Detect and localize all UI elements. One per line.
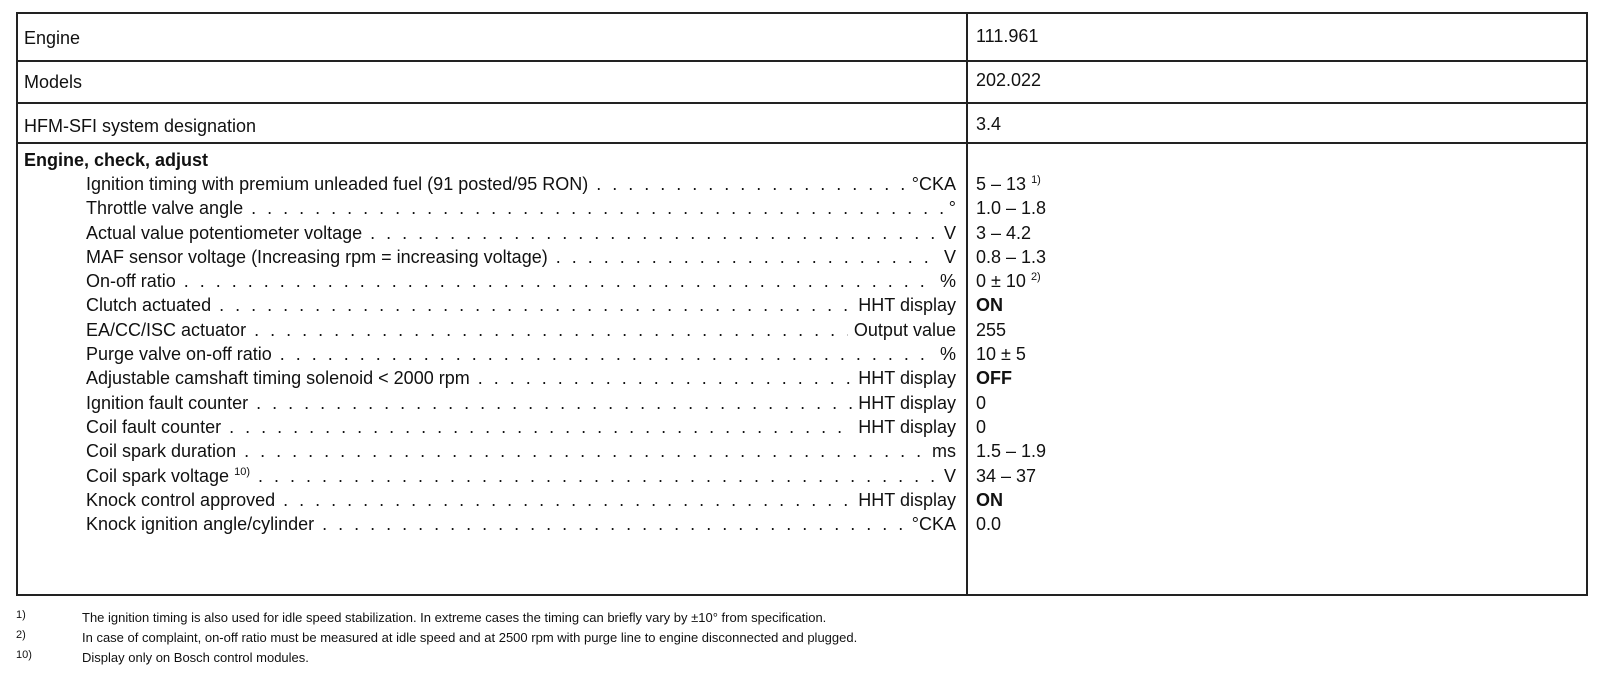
spec-value-text: 1.5 – 1.9 xyxy=(976,441,1047,462)
spec-value-text: 1.0 – 1.8 xyxy=(976,198,1047,219)
spec-name-text: On-off ratio xyxy=(86,271,176,292)
footnote-ref: 1) xyxy=(1031,174,1041,186)
spec-row xyxy=(18,439,1588,463)
spec-unit: ms xyxy=(926,439,956,463)
footnote-mark: 2) xyxy=(16,629,26,641)
spec-value xyxy=(976,221,1031,245)
row-engine xyxy=(18,14,1586,62)
spec-unit: °CKA xyxy=(906,512,956,536)
spec-name xyxy=(86,269,956,293)
spec-unit: % xyxy=(934,269,956,293)
footnote-text: Display only on Bosch control modules. xyxy=(82,650,309,665)
spec-value xyxy=(976,488,1003,512)
spec-name xyxy=(86,415,956,439)
footnote-ref: 10) xyxy=(234,465,250,478)
spec-name xyxy=(86,342,956,366)
spec-value-text: 0 xyxy=(976,416,987,437)
spec-name-text: Actual value potentiometer voltage xyxy=(86,222,363,243)
spec-value xyxy=(976,318,1006,342)
spec-name-text: Ignition fault counter xyxy=(86,392,249,413)
spec-value-text: 255 xyxy=(976,319,1007,340)
spec-row xyxy=(18,415,1588,439)
spec-name xyxy=(86,391,956,415)
spec-name-text: EA/CC/ISC actuator xyxy=(86,319,247,340)
spec-value-text: 0 ± 10 xyxy=(976,271,1026,292)
spec-value-text: 0.0 xyxy=(976,514,1002,535)
row-value: 111.961 xyxy=(976,26,1039,46)
spec-value xyxy=(976,391,986,415)
spec-value-text: ON xyxy=(976,489,1003,510)
spec-row xyxy=(18,293,1588,317)
spec-name-text: Throttle valve angle xyxy=(86,198,244,219)
spec-unit: V xyxy=(938,245,956,269)
spec-name-text: MAF sensor voltage (Increasing rpm = increasing voltage) xyxy=(86,246,548,267)
spec-row xyxy=(18,342,1588,366)
footnote-ref: 2) xyxy=(1030,271,1041,284)
spec-row xyxy=(18,464,1588,488)
spec-name-text: Ignition timing with premium unleaded fuel (91 posted/95 RON) xyxy=(86,174,589,194)
spec-value xyxy=(976,172,1041,196)
footnote xyxy=(16,648,1216,668)
spec-table xyxy=(16,12,1588,596)
spec-name xyxy=(86,293,956,317)
spec-sheet xyxy=(8,12,1588,665)
spec-row xyxy=(18,366,1588,390)
spec-name xyxy=(86,245,956,269)
spec-value-text: OFF xyxy=(976,368,1012,389)
spec-unit: HHT display xyxy=(852,391,956,415)
spec-name xyxy=(86,366,956,390)
spec-value xyxy=(976,269,1041,293)
spec-unit: V xyxy=(938,464,956,488)
spec-name-text: Adjustable camshaft timing solenoid < 2000 rpm xyxy=(86,368,470,389)
spec-value-text: 5 – 13 xyxy=(976,174,1027,194)
spec-value-text: 0 xyxy=(976,392,987,413)
spec-value xyxy=(976,196,1046,220)
spec-name xyxy=(86,488,956,512)
spec-value xyxy=(976,342,1026,366)
row-value: 3.4 xyxy=(976,114,1002,134)
footnote-text: In case of complaint, on-off ratio must be measured at idle speed and at 2500 rpm with purge line to engine disconnected and plugged. xyxy=(82,630,858,645)
spec-unit: HHT display xyxy=(852,293,956,317)
spec-name xyxy=(86,439,956,463)
footnote-text: The ignition timing is also used for idle speed stabilization. In extreme cases the timing can briefly vary by ±10° from specification. xyxy=(82,610,827,625)
spec-name-text: Coil spark voltage xyxy=(86,465,230,486)
spec-value-text: 10 ± 5 xyxy=(976,344,1026,365)
spec-row xyxy=(18,269,1588,293)
row-value: 202.022 xyxy=(976,70,1042,90)
spec-name xyxy=(86,464,956,488)
spec-list xyxy=(18,172,1588,536)
spec-value xyxy=(976,512,1001,536)
spec-row xyxy=(18,221,1588,245)
spec-unit: ° xyxy=(943,196,956,220)
row-models xyxy=(18,60,1586,104)
spec-name xyxy=(86,196,956,220)
spec-name xyxy=(86,172,956,196)
spec-row xyxy=(18,172,1588,196)
spec-unit: Output value xyxy=(848,318,956,342)
spec-value xyxy=(976,439,1046,463)
spec-row xyxy=(18,245,1588,269)
spec-value-text: 34 – 37 xyxy=(976,465,1037,486)
spec-value xyxy=(976,366,1012,390)
spec-name-text: Clutch actuated xyxy=(86,295,212,316)
spec-unit: HHT display xyxy=(852,366,956,390)
row-label: HFM-SFI system designation xyxy=(24,116,257,136)
spec-unit: V xyxy=(938,221,956,245)
footnote-mark: 1) xyxy=(16,609,26,621)
spec-name-text: Coil spark duration xyxy=(86,441,237,462)
spec-value xyxy=(976,245,1046,269)
spec-value xyxy=(976,293,1003,317)
spec-name-text: Purge valve on-off ratio xyxy=(86,344,272,365)
spec-row xyxy=(18,391,1588,415)
spec-value xyxy=(976,415,986,439)
spec-value-text: 0.8 – 1.3 xyxy=(976,246,1047,267)
footnote xyxy=(16,628,1216,648)
row-label: Models xyxy=(24,72,83,92)
spec-unit: HHT display xyxy=(852,488,956,512)
row-system-designation xyxy=(18,102,1586,144)
spec-name xyxy=(86,221,956,245)
section-title: Engine, check, adjust xyxy=(24,150,209,170)
spec-name-text: Coil fault counter xyxy=(86,416,222,437)
spec-value xyxy=(976,464,1036,488)
spec-value-text: 3 – 4.2 xyxy=(976,222,1032,243)
spec-row xyxy=(18,512,1588,536)
footnotes xyxy=(16,608,1216,668)
spec-name xyxy=(86,318,956,342)
spec-unit: °CKA xyxy=(906,172,956,196)
spec-name xyxy=(86,512,956,536)
spec-row xyxy=(18,196,1588,220)
spec-value-text: ON xyxy=(976,295,1003,316)
footnote-mark: 10) xyxy=(16,649,32,661)
spec-unit: % xyxy=(934,342,956,366)
spec-row xyxy=(18,488,1588,512)
spec-name-text: Knock ignition angle/cylinder xyxy=(86,514,315,535)
spec-row xyxy=(18,318,1588,342)
footnote xyxy=(16,608,1216,628)
row-label: Engine xyxy=(24,28,81,48)
spec-name-text: Knock control approved xyxy=(86,489,276,510)
spec-unit: HHT display xyxy=(852,415,956,439)
